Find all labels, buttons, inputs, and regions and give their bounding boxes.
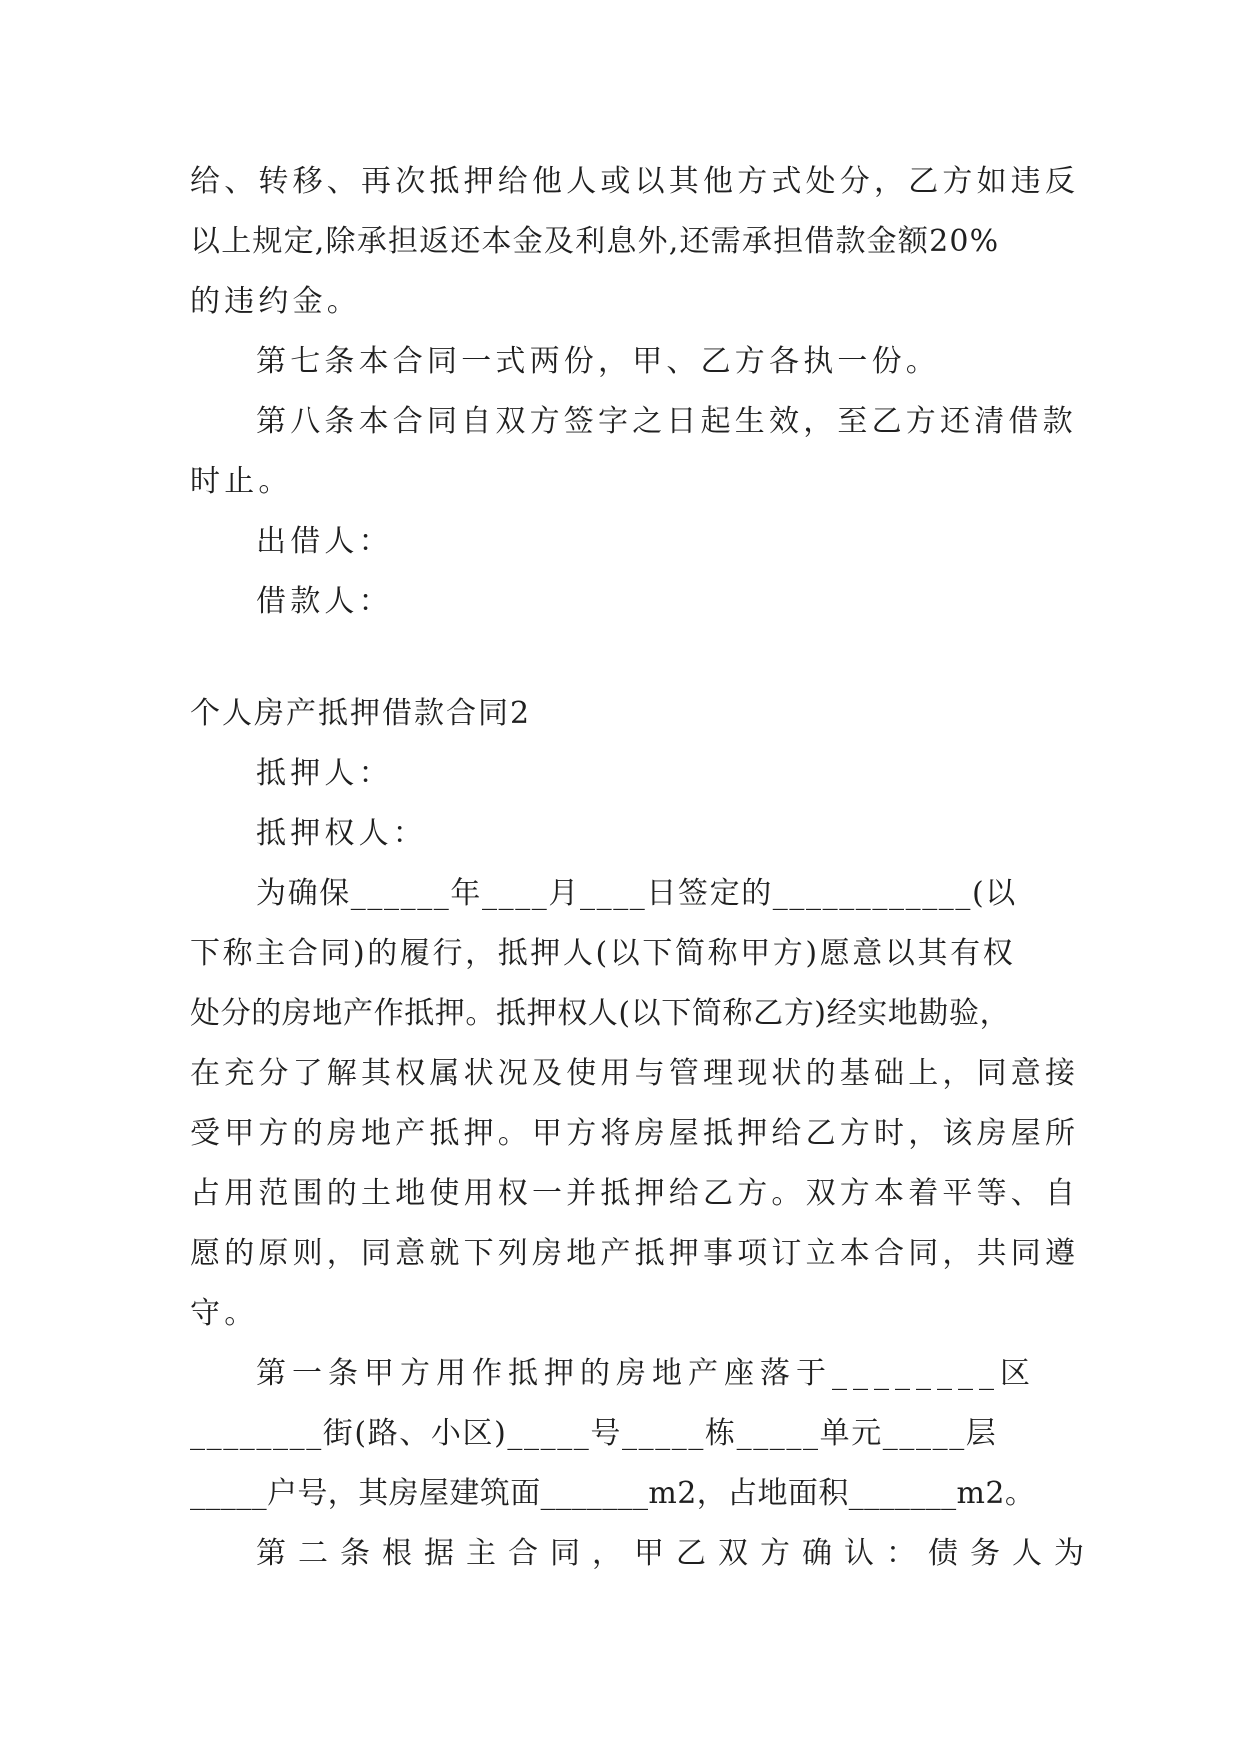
preamble-line: 占用范围的土地使用权一并抵押给乙方。双方本着平等、自 <box>190 1176 1080 1211</box>
document-page <box>190 152 1096 1584</box>
article-7: 第七条本合同一式两份，甲、乙方各执一份。 <box>256 344 940 379</box>
mortgagee-label: 抵押权人： <box>256 816 427 851</box>
section-gap <box>190 632 1050 684</box>
borrower-label: 借款人： <box>256 584 393 619</box>
preamble-line: 受甲方的房地产抵押。甲方将房屋抵押给乙方时，该房屋所 <box>190 1116 1080 1151</box>
lender-label: 出借人： <box>256 524 393 559</box>
preamble-line: 在充分了解其权属状况及使用与管理现状的基础上，同意接 <box>190 1056 1080 1091</box>
preamble-line: 愿的原则，同意就下列房地产抵押事项订立本合同，共同遵 <box>190 1236 1080 1271</box>
preamble-line: 守。 <box>190 1296 259 1331</box>
body-line: 给、转移、再次抵押给他人或以其他方式处分，乙方如违反 <box>190 164 1080 199</box>
body-line: 的违约金。 <box>190 284 361 319</box>
article-1-line-1: 第一条甲方用作抵押的房地产座落于________区 <box>256 1356 1036 1391</box>
article-2-line-1: 第二条根据主合同，甲乙双方确认：债务人为 <box>256 1536 1096 1571</box>
article-8-line-1: 第八条本合同自双方签字之日起生效，至乙方还清借款 <box>256 404 1077 439</box>
article-1-line-3: _____户号，其房屋建筑面_______m2，占地面积_______m2。 <box>190 1476 1036 1511</box>
preamble-line: 处分的房地产作抵押。抵押权人(以下简称乙方)经实地勘验， <box>190 996 1011 1031</box>
section-title: 个人房产抵押借款合同2 <box>190 696 532 731</box>
article-8-line-2: 时止。 <box>190 464 293 499</box>
body-line: 以上规定,除承担返还本金及利息外,还需承担借款金额20% <box>190 224 1000 259</box>
mortgagor-label: 抵押人： <box>256 756 393 791</box>
preamble-line: 下称主合同)的履行，抵押人(以下简称甲方)愿意以其有权 <box>190 936 1016 971</box>
preamble-line: 为确保______年____月____日签定的____________(以 <box>256 876 1017 911</box>
article-1-line-2: ________街(路、小区)_____号_____栋_____单元_____层 <box>190 1416 998 1451</box>
